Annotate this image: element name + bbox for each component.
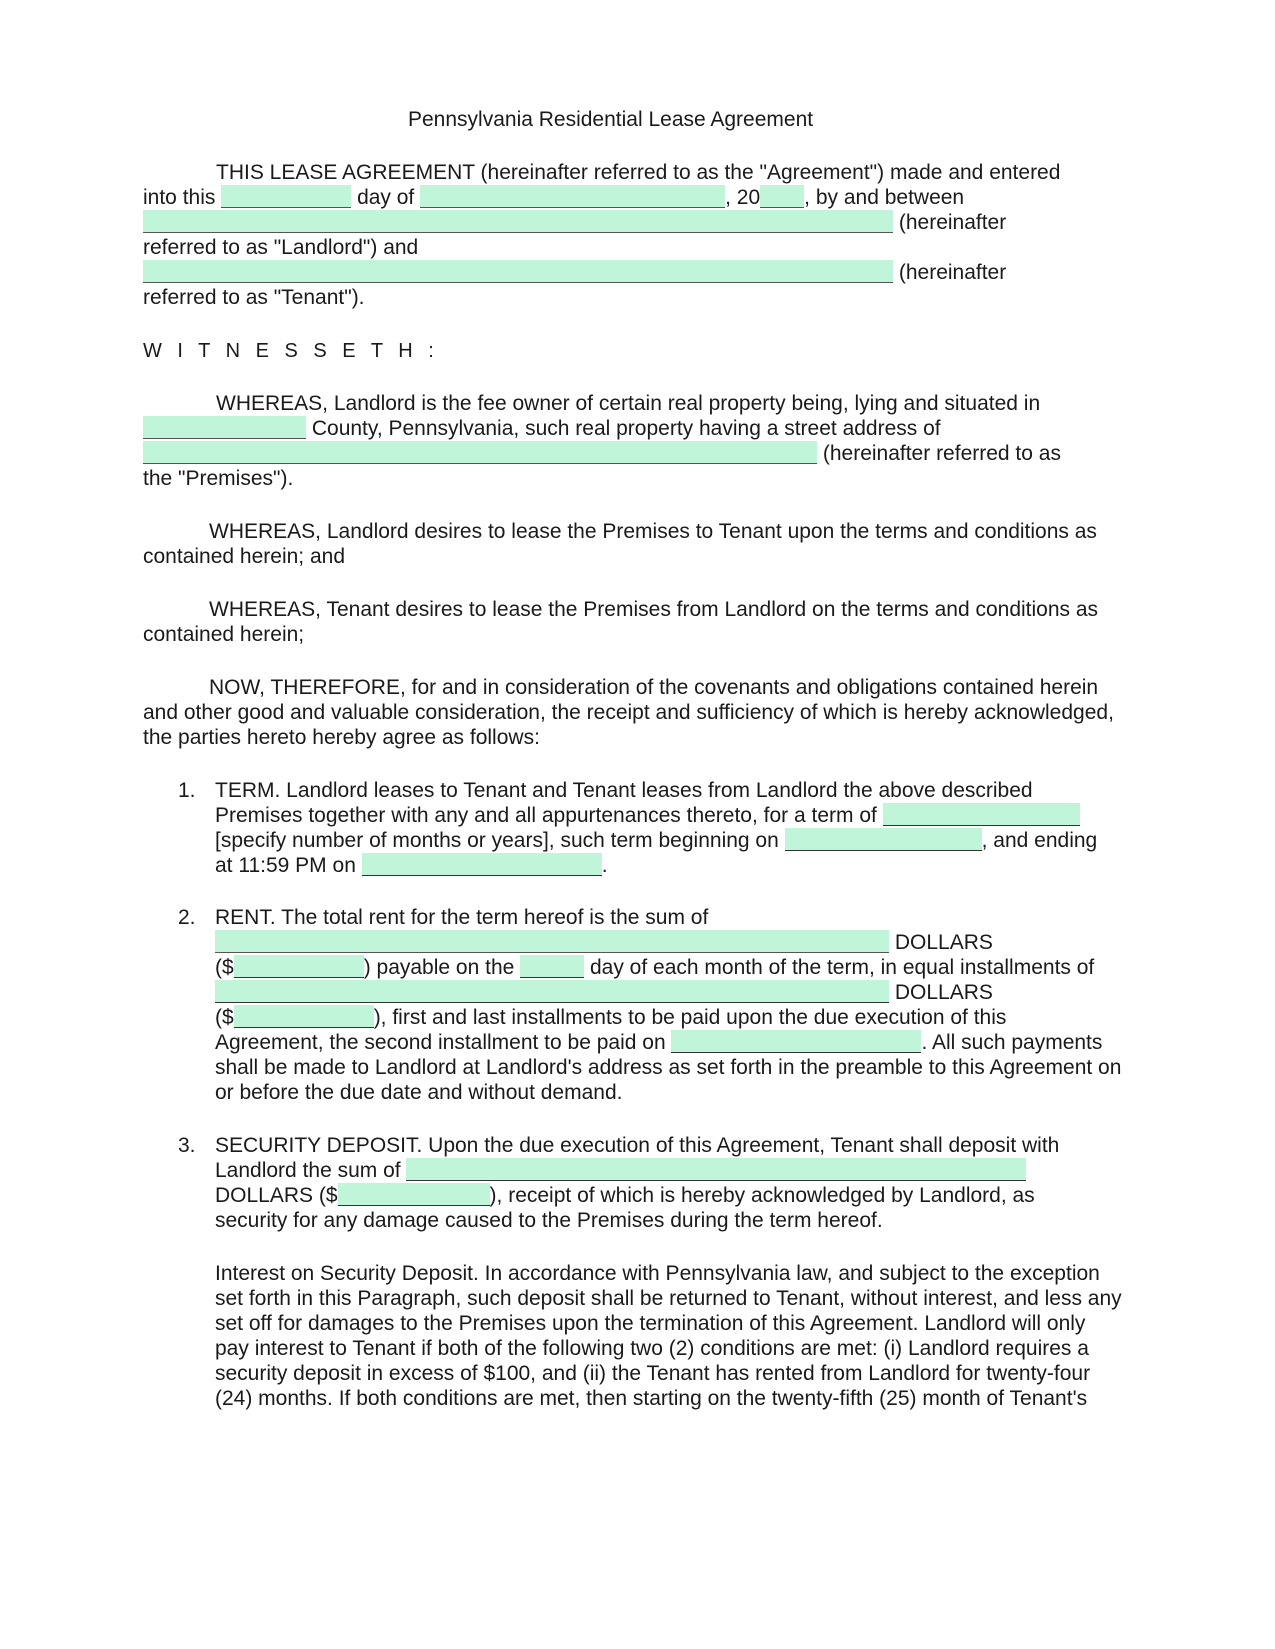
term-text: Premises together with any and all appurtenances thereto, for a term of [215,804,877,827]
interest-line-1: Interest on Security Deposit. In accordance with Pennsylvania law, and subject to the exception [215,1262,1100,1285]
rent-text: DOLLARS [894,931,993,954]
total-rent-amount-field[interactable] [234,955,364,978]
rent-line-8: or before the due date and without demand. [215,1081,623,1104]
installment-amount-field[interactable] [234,1005,374,1028]
term-text: at 11:59 PM on [215,854,356,877]
rent-text: ), first and last installments to be paid upon the due execution of this [373,1006,1007,1029]
street-address-field[interactable] [143,441,817,464]
day-field[interactable] [221,185,351,208]
term-text: . [601,854,608,877]
rent-text: day of each month of the term, in equal installments of [589,956,1095,979]
deposit-line-1: SECURITY DEPOSIT. Upon the due execution of this Agreement, Tenant shall deposit with [215,1134,1060,1157]
whereas-2-line-2: contained herein; and [143,545,345,568]
whereas-1-line-1: WHEREAS, Landlord is the fee owner of certain real property being, lying and situated in [216,392,1041,415]
deposit-number: 3. [178,1134,196,1157]
term-text: , and ending [981,829,1098,852]
preamble-line-3 [143,210,1006,236]
interest-line-2: set forth in this Paragraph, such deposit shall be returned to Tenant, without interest, and less any [215,1287,1122,1310]
rent-line-4 [215,980,993,1006]
term-line-1: TERM. Landlord leases to Tenant and Tenant leases from Landlord the above described [215,779,1033,802]
rent-text: DOLLARS [894,981,993,1004]
whereas-2-line-1: WHEREAS, Landlord desires to lease the Premises to Tenant upon the terms and conditions as [209,520,1097,543]
year-field[interactable] [760,185,804,208]
whereas-3-line-1: WHEREAS, Tenant desires to lease the Premises from Landlord on the terms and conditions as [209,598,1099,621]
second-installment-date-field[interactable] [671,1030,921,1053]
total-rent-words-field[interactable] [215,930,889,953]
deposit-text: Landlord the sum of [215,1159,401,1182]
preamble-line-5 [143,260,1006,286]
rent-line-5 [215,1005,1006,1031]
rent-due-day-field[interactable] [520,955,584,978]
now-therefore-line-2: and other good and valuable consideration, the receipt and sufficiency of which is hereby acknowledged, [143,701,1114,724]
term-number: 1. [178,779,196,802]
term-length-field[interactable] [883,803,1080,826]
now-therefore-line-3: the parties hereto hereby agree as follows: [143,726,540,749]
whereas-3-line-2: contained herein; [143,623,305,646]
rent-line-7: shall be made to Landlord at Landlord's address as set forth in the preamble to this Agreement on [215,1056,1122,1079]
witnesseth-heading: W I T N E S S E T H : [143,340,439,362]
preamble-text: , 20 [725,186,761,209]
rent-text: Agreement, the second installment to be paid on [215,1031,666,1054]
preamble-line-6: referred to as "Tenant"). [143,286,365,309]
deposit-line-2 [215,1158,1026,1184]
landlord-name-field[interactable] [143,210,893,233]
deposit-amount-field[interactable] [338,1183,490,1206]
tenant-name-field[interactable] [143,260,893,283]
interest-line-6: (24) months. If both conditions are met, then starting on the twenty-fifth (25) month of Tenant's [215,1387,1088,1410]
whereas-1-line-4: the "Premises"). [143,467,294,490]
deposit-text: DOLLARS ($ [215,1184,338,1207]
preamble-line-1: THIS LEASE AGREEMENT (hereinafter referred to as the "Agreement") made and entered [216,161,1061,184]
term-line-2 [215,803,1080,829]
whereas-1-line-2 [143,416,941,442]
rent-text: . All such payments [921,1031,1103,1054]
preamble-line-4: referred to as "Landlord") and [143,236,419,259]
county-field[interactable] [143,416,306,439]
term-line-3 [215,828,1097,854]
rent-line-2 [215,930,993,956]
preamble-text: day of [357,186,415,209]
interest-line-4: pay interest to Tenant if both of the following two (2) conditions are met: (i) Landlord requires a [215,1337,1089,1360]
deposit-text: ), receipt of which is hereby acknowledged by Landlord, as [489,1184,1035,1207]
deposit-line-4: security for any damage caused to the Premises during the term hereof. [215,1209,883,1232]
deposit-words-field[interactable] [406,1158,1026,1181]
preamble-text: into this [143,186,216,209]
whereas-text: County, Pennsylvania, such real property having a street address of [311,417,941,440]
now-therefore-line-1: NOW, THEREFORE, for and in consideration of the covenants and obligations contained herein [209,676,1099,699]
whereas-1-line-3 [143,441,1061,467]
preamble-text: (hereinafter [898,211,1007,234]
preamble-text: , by and between [804,186,965,209]
rent-line-6 [215,1030,1102,1056]
whereas-text: (hereinafter referred to as [822,442,1061,465]
interest-line-3: set off for damages to the Premises upon the termination of this Agreement. Landlord will only [215,1312,1086,1335]
term-text: [specify number of months or years], such term beginning on [215,829,779,852]
deposit-line-3 [215,1183,1035,1209]
preamble-line-2 [143,185,964,211]
interest-line-5: security deposit in excess of $100, and (ii) the Tenant has rented from Landlord for twenty-four [215,1362,1091,1385]
rent-line-3 [215,955,1094,981]
term-end-field[interactable] [362,853,602,876]
term-line-4 [215,853,608,879]
month-field[interactable] [420,185,725,208]
rent-text: ($ [215,956,234,979]
document-title: Pennsylvania Residential Lease Agreement [408,108,814,131]
installment-words-field[interactable] [215,980,889,1003]
rent-line-1: RENT. The total rent for the term hereof is the sum of [215,906,709,929]
preamble-text: (hereinafter [898,261,1007,284]
term-start-field[interactable] [785,828,982,851]
rent-text: ) payable on the [363,956,515,979]
rent-text: ($ [215,1006,234,1029]
rent-number: 2. [178,906,196,929]
